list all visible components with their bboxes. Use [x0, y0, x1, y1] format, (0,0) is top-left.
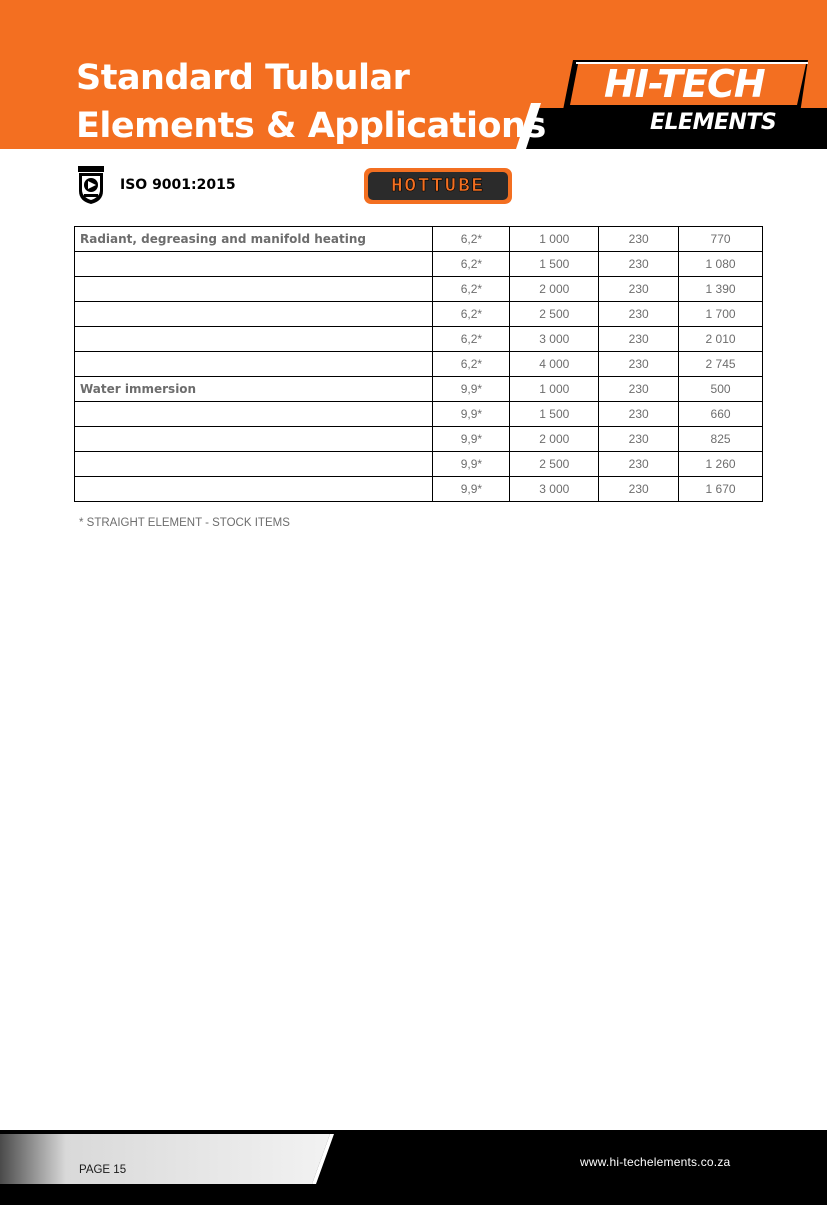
watts-cell: 770	[679, 227, 763, 252]
length-cell: 1 500	[510, 402, 599, 427]
watts-cell: 1 670	[679, 477, 763, 502]
table-row	[75, 227, 763, 252]
website-link[interactable]: www.hi-techelements.co.za	[580, 1155, 731, 1169]
length-cell: 1 000	[510, 227, 599, 252]
diameter-cell: 9,9*	[433, 427, 510, 452]
table-row	[75, 302, 763, 327]
diameter-cell: 6,2*	[433, 277, 510, 302]
application-cell	[75, 352, 433, 377]
watts-cell: 660	[679, 402, 763, 427]
watts-cell: 1 080	[679, 252, 763, 277]
table-row	[75, 327, 763, 352]
length-cell: 2 000	[510, 427, 599, 452]
page-title	[76, 54, 546, 150]
diameter-cell: 9,9*	[433, 377, 510, 402]
voltage-cell: 230	[599, 452, 679, 477]
voltage-cell: 230	[599, 352, 679, 377]
diameter-cell: 9,9*	[433, 402, 510, 427]
logo-hi-tech: HI-TECH	[604, 62, 765, 106]
spec-table	[74, 226, 763, 502]
hottube-label: HOTTUBE	[391, 175, 485, 197]
title-line-1: Standard Tubular	[76, 58, 410, 98]
table-row	[75, 427, 763, 452]
application-cell	[75, 252, 433, 277]
application-cell	[75, 327, 433, 352]
length-cell: 3 000	[510, 477, 599, 502]
table-row	[75, 402, 763, 427]
voltage-cell: 230	[599, 277, 679, 302]
watts-cell: 825	[679, 427, 763, 452]
application-cell	[75, 302, 433, 327]
hottube-logo-inner	[368, 172, 508, 200]
voltage-cell: 230	[599, 302, 679, 327]
diameter-cell: 6,2*	[433, 327, 510, 352]
watts-cell: 1 260	[679, 452, 763, 477]
watts-cell: 1 700	[679, 302, 763, 327]
table-row	[75, 277, 763, 302]
voltage-cell: 230	[599, 252, 679, 277]
diameter-cell: 6,2*	[433, 227, 510, 252]
spec-table-body	[75, 227, 763, 502]
table-row	[75, 477, 763, 502]
voltage-cell: 230	[599, 377, 679, 402]
diameter-cell: 6,2*	[433, 252, 510, 277]
table-row	[75, 377, 763, 402]
title-line-2: Elements & Applications	[76, 106, 546, 146]
sabs-mark-icon	[76, 165, 106, 205]
diameter-cell: 6,2*	[433, 352, 510, 377]
watts-cell: 2 010	[679, 327, 763, 352]
length-cell: 4 000	[510, 352, 599, 377]
watts-cell: 500	[679, 377, 763, 402]
application-cell	[75, 452, 433, 477]
page-number: PAGE 15	[79, 1164, 127, 1176]
diameter-cell: 9,9*	[433, 452, 510, 477]
diameter-cell: 9,9*	[433, 477, 510, 502]
application-cell: Water immersion	[75, 377, 433, 402]
application-cell: Radiant, degreasing and manifold heating	[75, 227, 433, 252]
length-cell: 2 500	[510, 452, 599, 477]
application-cell	[75, 277, 433, 302]
table-row	[75, 352, 763, 377]
diameter-cell: 6,2*	[433, 302, 510, 327]
watts-cell: 1 390	[679, 277, 763, 302]
voltage-cell: 230	[599, 327, 679, 352]
logo-elements: ELEMENTS	[650, 110, 777, 135]
application-cell	[75, 402, 433, 427]
iso-certification: ISO 9001:2015	[120, 177, 236, 193]
footnote: * STRAIGHT ELEMENT - STOCK ITEMS	[79, 517, 290, 529]
voltage-cell: 230	[599, 402, 679, 427]
application-cell	[75, 427, 433, 452]
length-cell: 2 000	[510, 277, 599, 302]
table-row	[75, 452, 763, 477]
length-cell: 3 000	[510, 327, 599, 352]
length-cell: 1 500	[510, 252, 599, 277]
voltage-cell: 230	[599, 427, 679, 452]
application-cell	[75, 477, 433, 502]
hottube-logo	[364, 168, 512, 204]
voltage-cell: 230	[599, 477, 679, 502]
table-row	[75, 252, 763, 277]
watts-cell: 2 745	[679, 352, 763, 377]
length-cell: 1 000	[510, 377, 599, 402]
voltage-cell: 230	[599, 227, 679, 252]
length-cell: 2 500	[510, 302, 599, 327]
